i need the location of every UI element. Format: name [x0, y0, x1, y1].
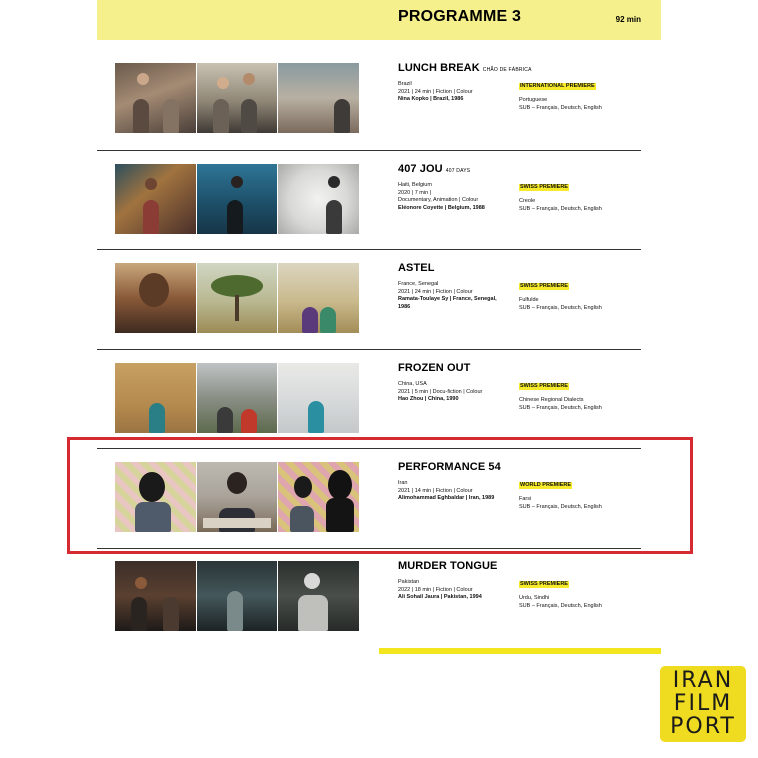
film-meta: Haiti, Belgium 2020 | 7 min | Documentary, Animation | Colour Eléonore Coyette | Belgium, 1988: [398, 182, 485, 211]
programme-title: PROGRAMME 3: [398, 8, 522, 25]
film-languages: Fulfulde SUB – Français, Deutsch, English: [519, 297, 602, 311]
premiere-badge: INTERNATIONAL PREMIERE: [520, 83, 595, 89]
film-entry-frozen-out: [97, 349, 641, 449]
film-entry-407-jou: [97, 150, 641, 250]
still-image: [115, 561, 196, 631]
film-entry-lunch-break: [97, 50, 641, 150]
still-image: [197, 363, 278, 433]
still-image: [115, 164, 196, 234]
highlight-box: [67, 437, 693, 554]
film-meta: Iran 2021 | 14 min | Fiction | Colour Alimohammad Eghbaldar | Iran, 1989: [398, 480, 495, 502]
film-stills: [115, 363, 359, 433]
film-title: PERFORMANCE 54: [398, 461, 501, 473]
film-entry-astel: [97, 249, 641, 349]
film-stills: [115, 561, 359, 631]
film-meta: Pakistan 2022 | 18 min | Fiction | Colour Ali Sohail Jaura | Pakistan, 1994: [398, 579, 482, 601]
premiere-badge: WORLD PREMIERE: [520, 482, 572, 488]
still-image: [197, 263, 278, 333]
film-title: LUNCH BREAK CHÃO DE FÁBRICA: [398, 62, 532, 74]
film-stills: [115, 63, 359, 133]
still-image: [278, 263, 359, 333]
still-image: [278, 363, 359, 433]
film-title: FROZEN OUT: [398, 362, 471, 374]
film-title: 407 JOU 407 DAYS: [398, 163, 471, 175]
still-image: [278, 164, 359, 234]
premiere-badge: SWISS PREMIERE: [520, 184, 568, 190]
film-meta: France, Senegal 2021 | 24 min | Fiction | Colour Ramata-Toulaye Sy | France, Senegal, 1986: [398, 281, 497, 310]
still-image: [197, 63, 278, 133]
premiere-badge: SWISS PREMIERE: [520, 581, 568, 587]
still-image: [197, 164, 278, 234]
premiere-badge: SWISS PREMIERE: [520, 383, 568, 389]
film-stills: [115, 263, 359, 333]
still-image: [115, 363, 196, 433]
still-image: [115, 263, 196, 333]
film-entry-murder-tongue: [97, 548, 641, 648]
footer-bar: [379, 648, 661, 654]
film-languages: Farsi SUB – Français, Deutsch, English: [519, 496, 602, 510]
film-meta: Brazil 2021 | 24 min | Fiction | Colour Nina Kopko | Brazil, 1986: [398, 81, 473, 103]
programme-duration: 92 min: [615, 15, 641, 24]
film-title: MURDER TONGUE: [398, 560, 498, 572]
film-title: ASTEL: [398, 262, 435, 274]
still-image: [278, 561, 359, 631]
film-languages: Urdu, Sindhi SUB – Français, Deutsch, English: [519, 595, 602, 609]
still-image: [278, 63, 359, 133]
film-languages: Chinese Regional Dialects SUB – Français, Deutsch, English: [519, 397, 602, 411]
premiere-badge: SWISS PREMIERE: [520, 283, 568, 289]
film-stills: [115, 164, 359, 234]
film-languages: Creole SUB – Français, Deutsch, English: [519, 198, 602, 212]
iran-film-port-logo: IRAN FILM PORT: [660, 666, 746, 742]
film-languages: Portuguese SUB – Français, Deutsch, English: [519, 97, 602, 111]
film-meta: China, USA 2021 | 5 min | Docu-fiction | Colour Hao Zhou | China, 1990: [398, 381, 483, 403]
still-image: [115, 63, 196, 133]
still-image: [197, 561, 278, 631]
programme-header: [97, 0, 661, 40]
